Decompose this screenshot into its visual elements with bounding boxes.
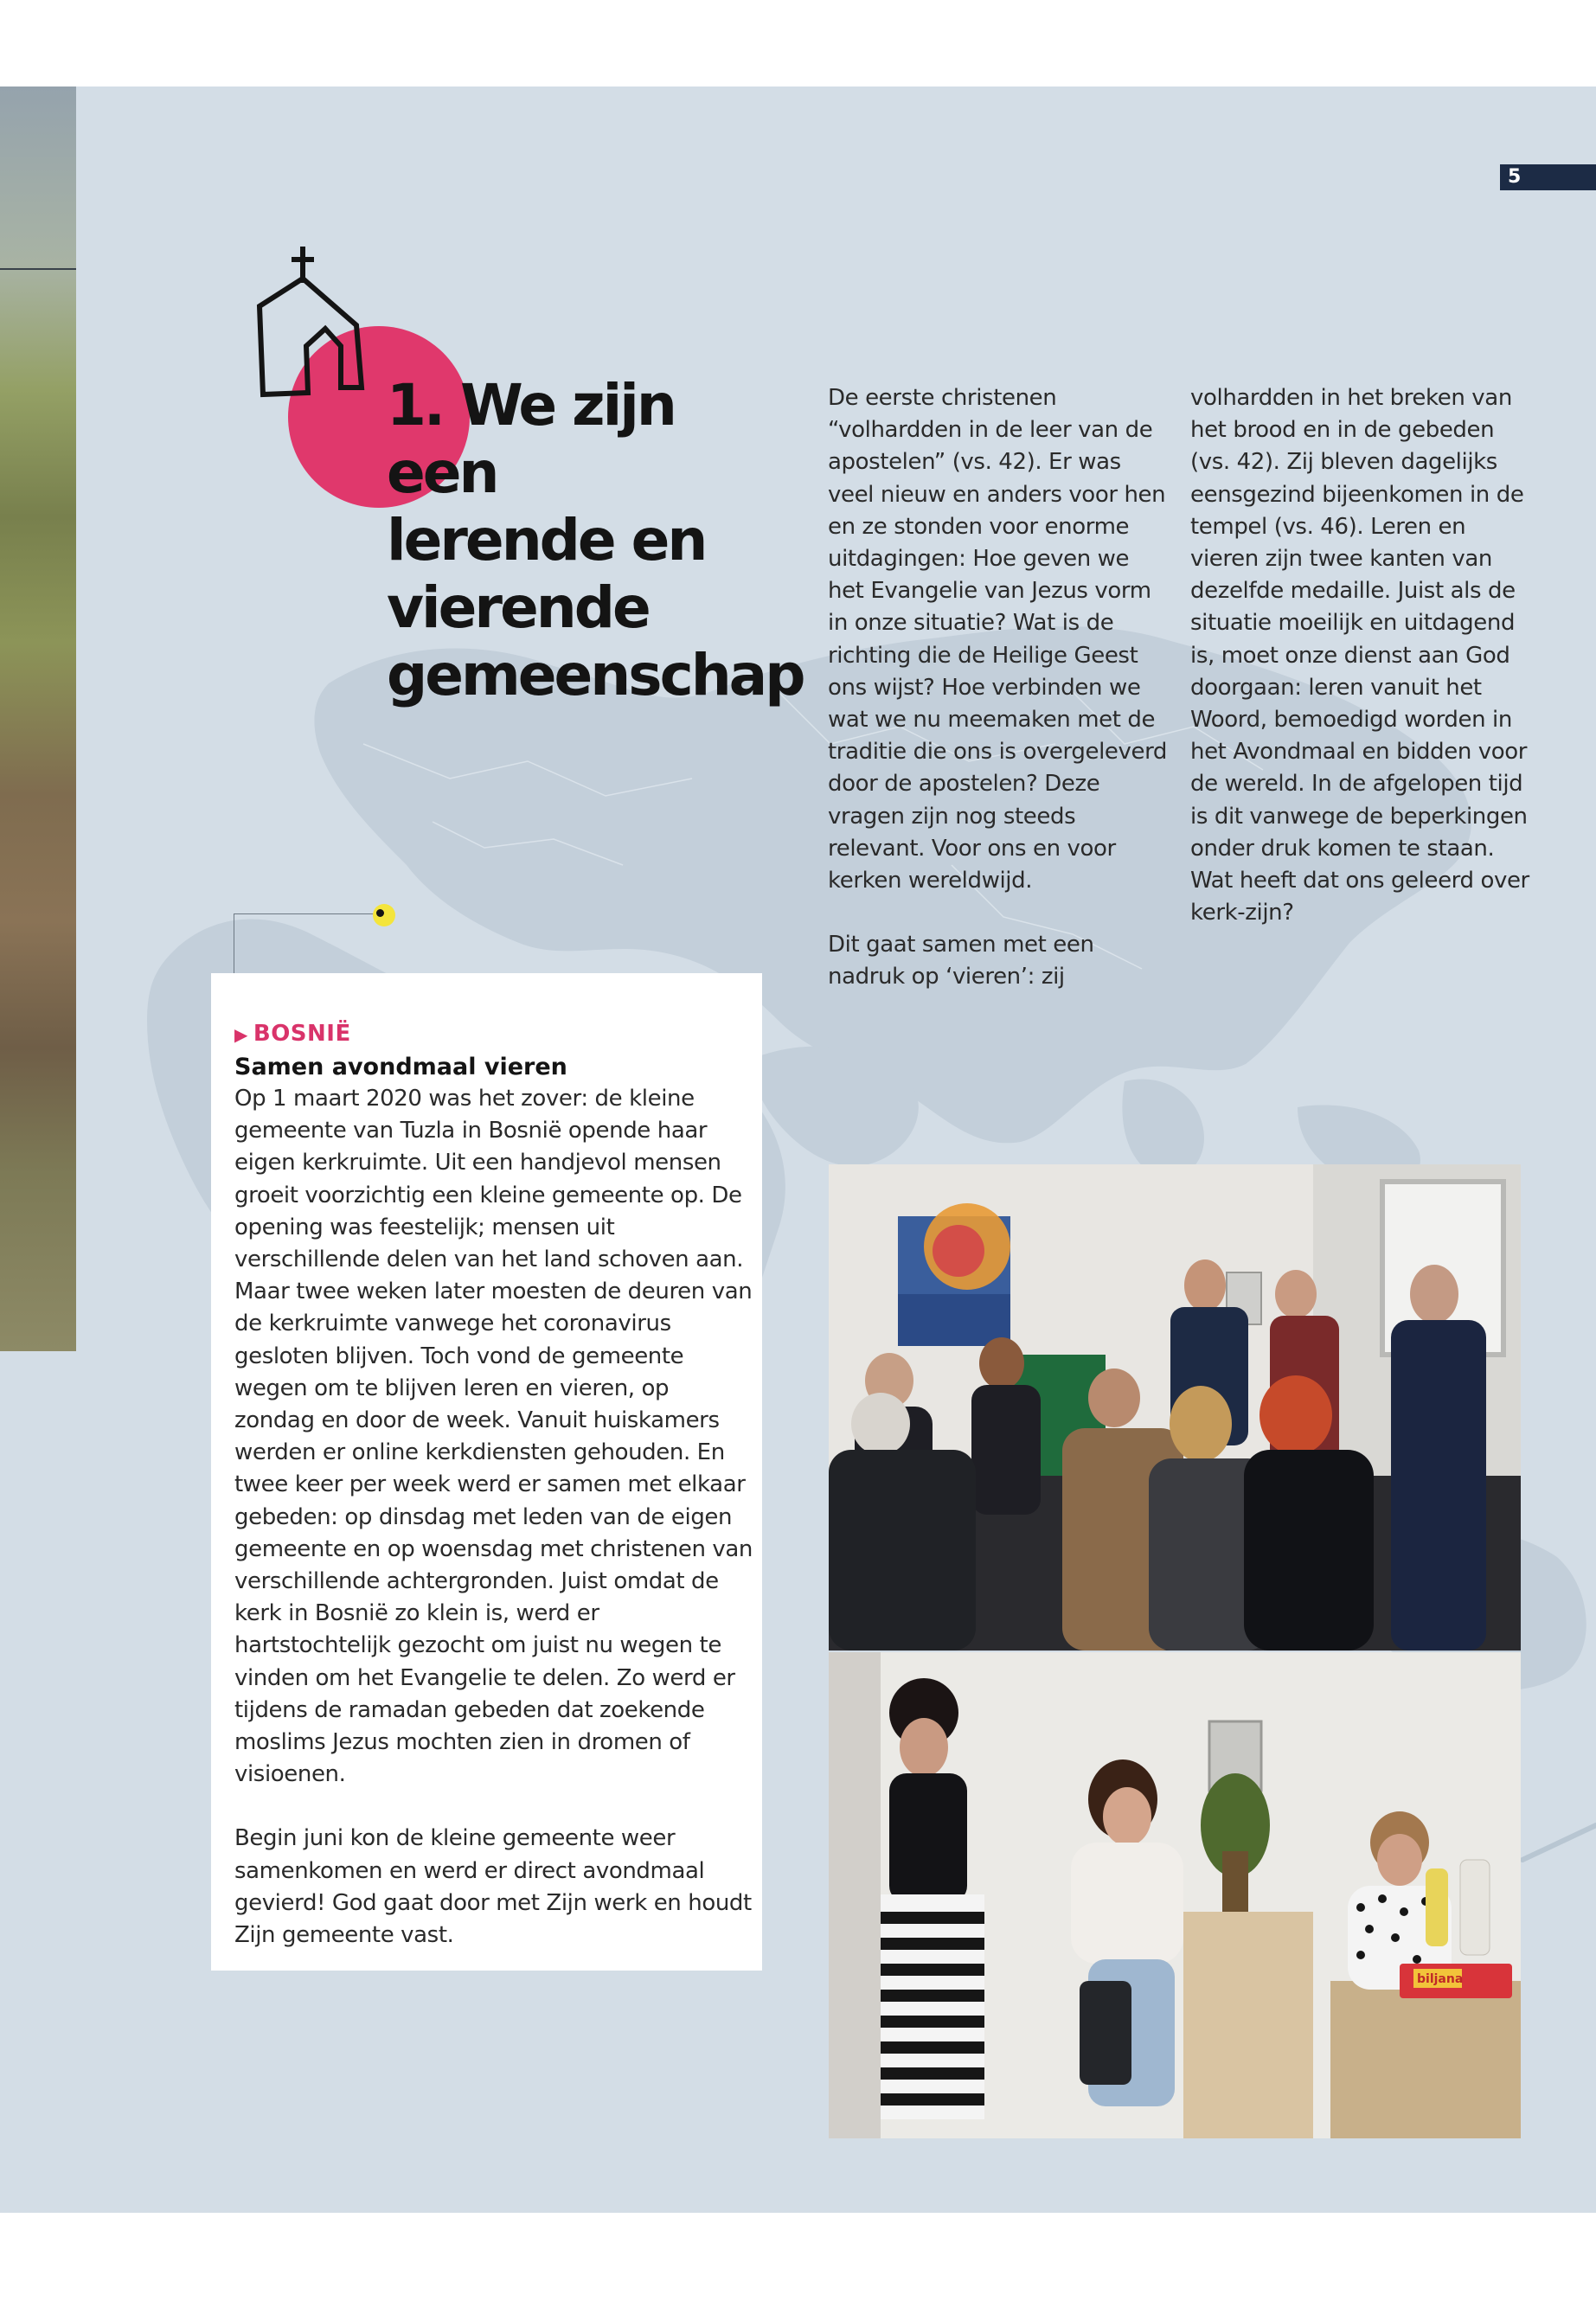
snack-label: biljana	[1417, 1972, 1464, 1986]
map-marker-dot	[376, 909, 384, 917]
caret-right-icon: ▶	[234, 1024, 248, 1045]
page-title: 1. We zijn een lerende en vierende gemeenschap	[387, 372, 804, 708]
story-title: Samen avondmaal vieren	[234, 1054, 567, 1080]
photo-church-gathering	[829, 1164, 1521, 1650]
story-paragraph: Op 1 maart 2020 was het zover: de kleine gemeente van Tuzla in Bosnië opende haar eigen kerkruimte. Uit een handjevol mensen groeit voorzichtig een kleine gemeente op. De opening was feestelijk; mensen uit verschillende delen van het land schoven aan. Maar twee weken later moesten de deuren van de kerkruimte vanwege het coronavirus gesloten blijven. Toch vond de gemeente wegen om te blijven leren en vieren, op zondag en door de week. Vanuit huiskamers werden er online kerkdiensten gehouden. En twee keer per week werd er samen met elkaar gebeden: op dinsdag met leden van de eigen gemeente en op woensdag met christenen van verschillende achtergronden. Juist omdat de kerk in Bosnië zo klein is, werd er hartstochtelijk gezocht om juist nu wegen te vinden om het Evangelie te delen. Zo werd er tijdens de ramadan gebeden dat zoekende moslims Jezus mochten zien in dromen of visioenen.	[234, 1086, 753, 1788]
church-icon	[256, 246, 369, 401]
side-photo-strip	[0, 87, 76, 1351]
photo-church-gathering-image	[829, 1164, 1521, 1650]
country-name: BOSNIË	[253, 1021, 351, 1047]
story-paragraph: Begin juni kon de kleine gemeente weer samenkomen en werd er direct avondmaal gevierd! God gaat door met Zijn werk en houdt Zijn gemeente vast.	[234, 1825, 752, 1949]
story-body	[234, 1083, 753, 1952]
intro-column-2	[1190, 382, 1536, 961]
intro-column-1	[828, 382, 1170, 1026]
map-pointer-line	[234, 913, 381, 975]
photo-women-table-image	[829, 1652, 1521, 2138]
story-box	[211, 973, 762, 1971]
intro-paragraph: De eerste christenen “volhardden in de leer van de apostelen” (vs. 42). Er was veel nieuw en anders voor hen en ze stonden voor enorme uitdagingen: Hoe geven we het Evangelie van Jezus vorm in onze situatie? Wat is de richting die de Heilige Geest ons wijst? Hoe verbinden we wat we nu meemaken met de traditie die ons is overgeleverd door de apostelen? Deze vragen zijn nog steeds relevant. Voor ons en voor kerken wereldwijd.	[828, 385, 1168, 894]
page-number: 5	[1500, 164, 1596, 190]
intro-paragraph: volhardden in het breken van het brood en in de gebeden (vs. 42). Zij bleven dagelijks eensgezind bijeenkomen in de tempel (vs. 46). Leren en vieren zijn twee kanten van dezelfde medaille. Juist als de situatie moeilijk en uitdagend is, moet onze dienst aan God doorgaan: leren vanuit het Woord, bemoedigd worden in het Avondmaal en bidden voor de wereld. In de afgelopen tijd is dit vanwege de beperkingen onder druk komen te staan. Wat heeft dat ons geleerd over kerk-zijn?	[1190, 385, 1529, 926]
intro-paragraph: Dit gaat samen met een nadruk op ‘vieren’: zij	[828, 932, 1094, 990]
country-label	[234, 1018, 753, 1051]
photo-women-table	[829, 1652, 1521, 2138]
wire-line	[0, 268, 76, 270]
